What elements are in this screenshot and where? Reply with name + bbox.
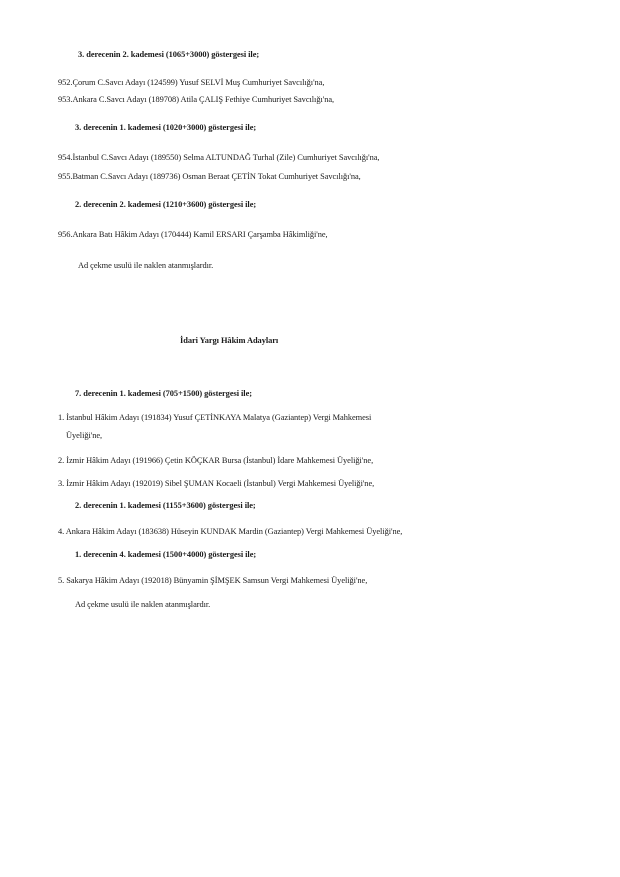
- grade-heading: 3. derecenin 2. kademesi (1065+3000) göstergesi ile;: [78, 50, 260, 59]
- appointment-item: 1. İstanbul Hâkim Adayı (191834) Yusuf ÇETİNKAYA Malatya (Gaziantep) Vergi Mahkemesi: [58, 413, 372, 422]
- appointment-item: 4. Ankara Hâkim Adayı (183638) Hüseyin KUNDAK Mardin (Gaziantep) Vergi Mahkemesi Üyeliği'ne,: [58, 527, 403, 536]
- section-title: İdari Yargı Hâkim Adayları: [180, 336, 279, 345]
- appointment-item: 952.Çorum C.Savcı Adayı (124599) Yusuf SELVİ Muş Cumhuriyet Savcılığı'na,: [58, 78, 325, 87]
- appointment-item: 955.Batman C.Savcı Adayı (189736) Osman Beraat ÇETİN Tokat Cumhuriyet Savcılığı'na,: [58, 172, 361, 181]
- appointment-item-continuation: Üyeliği'ne,: [66, 431, 103, 440]
- closing-note: Ad çekme usulü ile naklen atanmışlardır.: [75, 600, 211, 609]
- appointment-item: 3. İzmir Hâkim Adayı (192019) Sibel ŞUMAN Kocaeli (İstanbul) Vergi Mahkemesi Üyeliği'ne,: [58, 479, 375, 488]
- appointment-item: 953.Ankara C.Savcı Adayı (189708) Atila ÇALIŞ Fethiye Cumhuriyet Savcılığı'na,: [58, 95, 335, 104]
- appointment-item: 954.İstanbul C.Savcı Adayı (189550) Selma ALTUNDAĞ Turhal (Zile) Cumhuriyet Savcılığı'na,: [58, 153, 380, 162]
- grade-heading: 2. derecenin 1. kademesi (1155+3600) göstergesi ile;: [75, 501, 256, 510]
- appointment-item: 5. Sakarya Hâkim Adayı (192018) Bünyamin ŞİMŞEK Samsun Vergi Mahkemesi Üyeliği'ne,: [58, 576, 368, 585]
- closing-note: Ad çekme usulü ile naklen atanmışlardır.: [78, 261, 214, 270]
- appointment-item: 2. İzmir Hâkim Adayı (191966) Çetin KÖÇKAR Bursa (İstanbul) İdare Mahkemesi Üyeliği'ne,: [58, 456, 374, 465]
- grade-heading: 2. derecenin 2. kademesi (1210+3600) göstergesi ile;: [75, 200, 257, 209]
- grade-heading: 1. derecenin 4. kademesi (1500+4000) göstergesi ile;: [75, 550, 257, 559]
- appointment-item: 956.Ankara Batı Hâkim Adayı (170444) Kamil ERSARI Çarşamba Hâkimliği'ne,: [58, 230, 328, 239]
- grade-heading: 3. derecenin 1. kademesi (1020+3000) göstergesi ile;: [75, 123, 257, 132]
- grade-heading: 7. derecenin 1. kademesi (705+1500) göstergesi ile;: [75, 389, 252, 398]
